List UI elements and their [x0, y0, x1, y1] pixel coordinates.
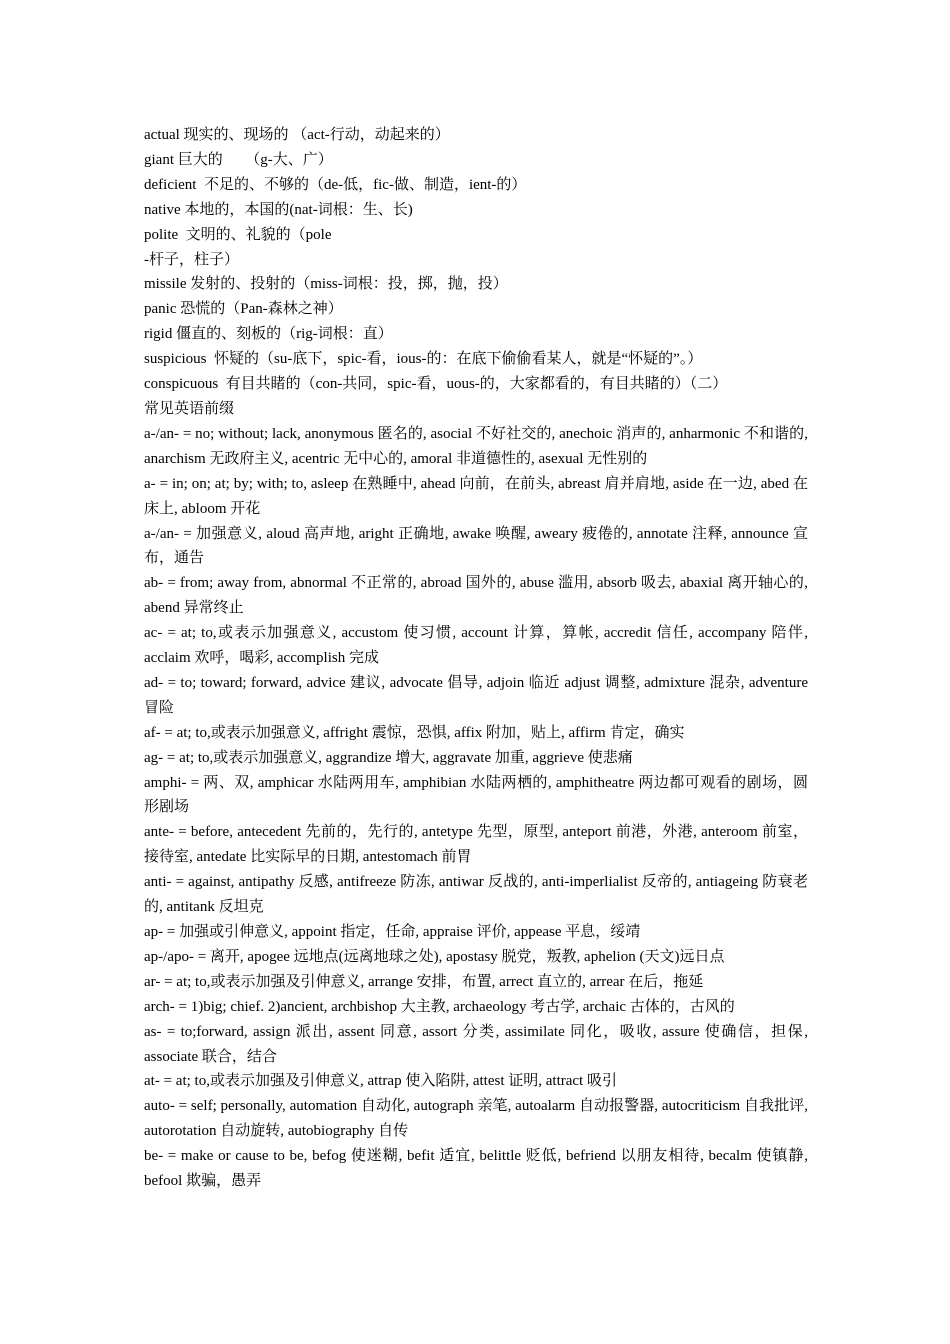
prefix-entry: ac- = at; to,或表示加强意义, accustom 使习惯, account 计算，算帐, accredit 信任, accompany 陪伴, acclaim 欢呼，喝彩, accomplish 完成 [144, 625, 808, 667]
prefix-entry: a-/an- = 加强意义, aloud 高声地, aright 正确地, awake 唤醒, aweary 疲倦的, annotate 注释, announce 宣布，通告 [144, 525, 808, 567]
prefix-entry: ap- = 加强或引伸意义, appoint 指定，任命, appraise 评价, appease 平息，绥靖 [144, 924, 641, 940]
prefix-entry: ar- = at; to,或表示加强及引伸意义, arrange 安排，布置, arrect 直立的, arrear 在后，拖延 [144, 973, 704, 990]
prefix-entry: as- = to;forward, assign 派出, assent 同意, assort 分类, assimilate 同化，吸收, assure 使确信，担保, associate 联合，结合 [144, 1023, 808, 1065]
text-line: actual 现实的、现场的 （act-行动，动起来的） [144, 127, 450, 143]
section-heading: 常见英语前缀 [144, 400, 235, 417]
text-line: giant 巨大的 （g-大、广） [144, 151, 333, 168]
prefix-entry: ag- = at; to,或表示加强意义, aggrandize 增大, aggravate 加重, aggrieve 使悲痛 [144, 749, 633, 766]
text-line: polite 文明的、礼貌的（pole [144, 226, 332, 243]
prefix-entry: a-/an- = no; without; lack, anonymous 匿名的, asocial 不好社交的, anechoic 消声的, anharmonic 不和谐的, anarchism 无政府主义, acentric 无中心的, amoral 非道德性的, asexual 无性别的 [144, 425, 808, 467]
text-line: native 本地的，本国的(nat-词根：生、长) [144, 201, 413, 218]
prefix-entry: be- = make or cause to be, befog 使迷糊, befit 适宜, belittle 贬低, befriend 以朋友相待, becalm 使镇静, befool 欺骗，愚弄 [144, 1148, 808, 1190]
prefix-entry: ad- = to; toward; forward, advice 建议, advocate 倡导, adjoin 临近 adjust 调整, admixture 混杂, adventure 冒险 [144, 674, 808, 716]
prefix-entry: at- = at; to,或表示加强及引伸意义, attrap 使入陷阱, attest 证明, attract 吸引 [144, 1073, 617, 1090]
prefix-entry: ab- = from; away from, abnormal 不正常的, abroad 国外的, abuse 滥用, absorb 吸去, abaxial 离开轴心的, abend 异常终止 [144, 575, 808, 617]
prefix-entry: amphi- = 两、双, amphicar 水陆两用车, amphibian 水陆两栖的, amphitheatre 两边都可观看的剧场，圆形剧场 [144, 774, 808, 816]
text-line: suspicious 怀疑的（su-底下，spic-看，ious-的：在底下偷偷看某人，就是“怀疑的”。） [144, 351, 703, 368]
text-line: panic 恐慌的（Pan-森林之神） [144, 301, 343, 318]
prefix-entry: arch- = 1)big; chief. 2)ancient, archbishop 大主教, archaeology 考古学, archaic 古体的，古风的 [144, 998, 735, 1015]
text-line: conspicuous 有目共睹的（con-共同，spic-看，uous-的，大家都看的，有目共睹的）（二） [144, 376, 728, 393]
text-line: deficient 不足的、不够的（de-低，fic-做、制造，ient-的） [144, 176, 527, 193]
prefix-entry: anti- = against, antipathy 反感, antifreeze 防冻, antiwar 反战的, anti-imperlialist 反帝的, antiageing 防衰老的, antitank 反坦克 [144, 874, 808, 916]
prefix-entry: ante- = before, antecedent 先前的，先行的, antetype 先型，原型, anteport 前港，外港, anteroom 前室，接待室, antedate 比实际早的日期, antestomach 前胃 [144, 824, 808, 866]
prefix-entry: af- = at; to,或表示加强意义, affright 震惊，恐惧, affix 附加，贴上, affirm 肯定，确实 [144, 724, 685, 741]
prefix-entry: auto- = self; personally, automation 自动化, autograph 亲笔, autoalarm 自动报警器, autocriticism 自我批评, autorotation 自动旋转, autobiography 自传 [144, 1098, 808, 1140]
document-body [144, 123, 808, 1194]
text-line: -杆子，柱子） [144, 251, 239, 268]
prefix-entry: ap-/apo- = 离开, apogee 远地点(远离地球之处), apostasy 脱党，叛教, aphelion (天文)远日点 [144, 948, 725, 965]
text-line: rigid 僵直的、刻板的（rig-词根：直） [144, 326, 393, 343]
prefix-entry: a- = in; on; at; by; with; to, asleep 在熟睡中, ahead 向前，在前头, abreast 肩并肩地, aside 在一边, abed 在床上, abloom 开花 [144, 475, 808, 517]
text-line: missile 发射的、投射的（miss-词根：投，掷，抛，投） [144, 276, 508, 293]
